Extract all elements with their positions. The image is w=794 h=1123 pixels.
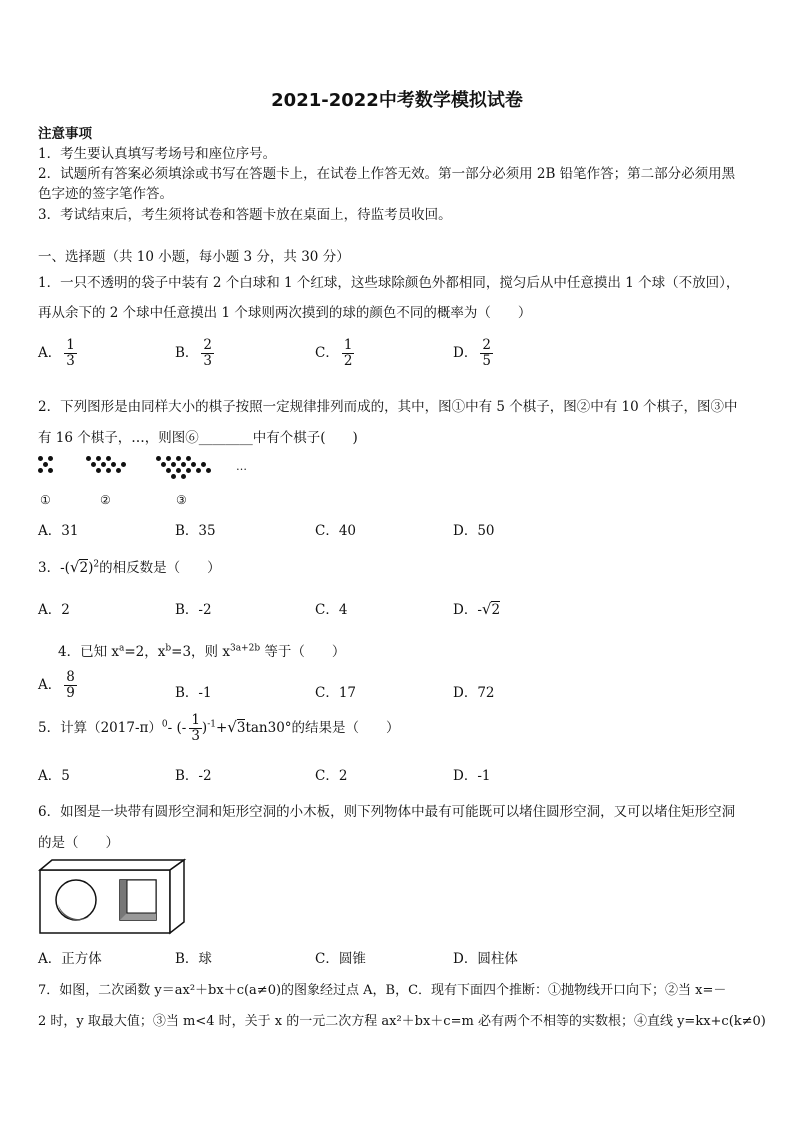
note-item-2-line-2: 色字迹的签字笔作答。 xyxy=(38,186,173,202)
q2-figure-2-label: ② xyxy=(100,493,111,507)
q6-option-a: A．正方体 xyxy=(38,951,102,967)
q2-line-2: 有 16 个棋子，…，则图⑥________中有个棋子( ) xyxy=(38,430,358,446)
q1-option-b: B． $\frac{2}{3}$ xyxy=(175,337,213,369)
section-heading: 一、选择题（共 10 小题，每小题 3 分，共 30 分） xyxy=(38,249,350,265)
note-item-1: 1．考生要认真填写考场号和座位序号。 xyxy=(38,146,277,162)
q2-option-d: D．50 xyxy=(453,523,495,539)
q1-option-d: D． $\frac{2}{5}$ xyxy=(453,337,491,369)
q1-line-2: 再从余下的 2 个球中任意摸出 1 个球则两次摸到的球的颜色不同的概率为（ ） xyxy=(38,305,532,321)
q5-option-b: B．-2 xyxy=(175,768,212,784)
q6-line-1: 6．如图是一块带有圆形空洞和矩形空洞的小木板，则下列物体中最有可能既可以堵住圆形空洞，又可以堵住矩形空洞 xyxy=(38,804,736,820)
notes-heading: 注意事项 xyxy=(38,126,92,142)
q2-line-1: 2．下列图形是由同样大小的棋子按照一定规律排列而成的，其中，图①中有 5 个棋子，图②中有 10 个棋子，图③中 xyxy=(38,399,738,415)
q2-option-a: A．31 xyxy=(38,523,79,539)
q5-option-d: D．-1 xyxy=(453,768,491,784)
q4-stem: 4．已知 $x^a=2$，$x^b=3$，则 $x^{3a+2b}$ 等于（ ） xyxy=(58,643,346,660)
q1-option-a: A． $\frac{1}{3}$ xyxy=(38,337,75,369)
q7-line-1: 7．如图，二次函数 y＝ax²＋bx＋c(a≠0)的图象经过点 A，B，C．现有下面四个推断：①抛物线开口向下；②当 x=－ xyxy=(38,983,727,998)
q3-option-a: A．2 xyxy=(38,602,70,618)
q5-option-a: A．5 xyxy=(38,768,70,784)
q4-option-d: D．72 xyxy=(453,685,495,701)
q4-option-b: B．-1 xyxy=(175,685,212,701)
q2-ellipsis: … xyxy=(236,460,247,473)
note-item-2-line-1: 2．试题所有答案必须填涂或书写在答题卡上，在试卷上作答无效。第一部分必须用 2B 铅笔作答；第二部分必须用黑 xyxy=(38,166,736,182)
note-item-3: 3．考试结束后，考生须将试卷和答题卡放在桌面上，待监考员收回。 xyxy=(38,207,452,223)
q3-stem: 3．$-(√2)^2$的相反数是（ ） xyxy=(38,558,221,576)
q5-stem: 5．计算$(2017-\pi)^0-$ (- $\frac{1}{3}$ )$^{-1}$+√3tan30°的结果是（ ） xyxy=(38,712,400,744)
q6-line-2: 的是（ ） xyxy=(38,835,119,851)
wooden-board-figure xyxy=(38,858,188,936)
q3-option-b: B．-2 xyxy=(175,602,212,618)
q2-figure-1-label: ① xyxy=(40,493,51,507)
q6-option-d: D．圆柱体 xyxy=(453,951,518,967)
q6-option-b: B．球 xyxy=(175,951,212,967)
page-title: 2021-2022中考数学模拟试卷 xyxy=(271,90,523,111)
q1-option-c: C． $\frac{1}{2}$ xyxy=(315,337,353,369)
q1-line-1: 1．一只不透明的袋子中装有 2 个白球和 1 个红球，这些球除颜色外都相同，搅匀后从中任意摸出 1 个球（不放回）， xyxy=(38,275,740,291)
q4-option-c: C．17 xyxy=(315,685,357,701)
q7-line-2: 2 时，y 取最大值；③当 m<4 时，关于 x 的一元二次方程 ax²＋bx＋c=m 必有两个不相等的实数根；④直线 y=kx+c(k≠0) xyxy=(38,1014,766,1029)
q6-option-c: C．圆锥 xyxy=(315,951,366,967)
q2-option-b: B．35 xyxy=(175,523,216,539)
q4-option-a: A． $\frac{8}{9}$ xyxy=(38,669,75,701)
q2-option-c: C．40 xyxy=(315,523,357,539)
q3-option-c: C．4 xyxy=(315,602,348,618)
q2-figure-3-label: ③ xyxy=(176,493,187,507)
q3-option-d: D．-√2 xyxy=(453,600,501,618)
q5-option-c: C．2 xyxy=(315,768,348,784)
